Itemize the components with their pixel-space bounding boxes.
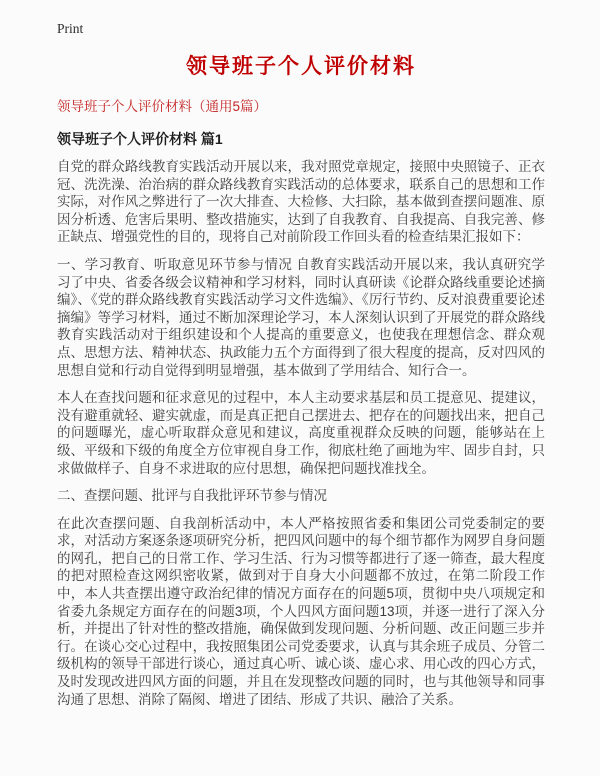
page-title: 领导班子个人评价材料 [186,55,416,78]
paragraph-section1-continued: 本人在查找问题和征求意见的过程中，本人主动要求基层和员工提意见、提建议，没有避重就轻、避实就虚，而是真正把自己摆进去、把存在的问题找出来，把自己的问题曝光，虚心听取群众意见和建议，高度重视群众反映的问题，能够站在上级、平级和下级的角度全方位审视自身工作，彻底杜绝了画地为牢、固步自封，只求做做样子、自身不求进取的应付思想，确保把问题找准找全。 [57,390,545,476]
paragraph-section2: 在此次查摆问题、自我剖析活动中，本人严格按照省委和集团公司党委制定的要求，对活动方案逐条逐项研究分析，把四风问题中的每个细节都作为网罗自身问题的网孔，把自己的日常工作、学习生活、行为习惯等都进行了逐一筛查，最大程度的把对照检查这网织密收紧，做到对于自身大小问题都不放过，在第二阶段工作中，本人共查摆出遵守政治纪律的情况方面存在的问题5项，贯彻中央八项规定和省委九条规定方面存在的问题3项，个人四风方面问题13项，并逐一进行了深入分析，并提出了针对性的整改措施，确保做到发现问题、分析问题、改正问题三步并行。在谈心交心过程中，我按照集团公司党委要求，认真与其余班子成员、分管二级机构的领导干部进行谈心，通过真心听、诚心谈、虚心求、用心改的四心方式，及时发现改进四风方面的问题，并且在发现整改问题的同时，也与其他领导和同事沟通了思想、消除了隔阂、增进了团结、形成了共识、融洽了关系。 [57,515,545,707]
paragraph-section1: 一、学习教育、听取意见环节参与情况 自教育实践活动开展以来，我认真研究学习了中央、省委各级会议精神和学习材料，同时认真研读《论群众路线重要论述摘编》、《党的群众路线教育实践活动学习文件选编》、《厉行节约、反对浪费重要论述摘编》等学习材料，通过不断加深理论学习，本人深刻认识到了开展党的群众路线教育实践活动对于组织建设和个人提高的重要意义，也使我在理想信念、群众观点、思想方法、精神状态、执政能力五个方面得到了很大程度的提高，反对四风的思想自觉和行动自觉得到明显增强，基本做到了学用结合、知行合一。 [57,256,545,378]
paragraph-section2-heading: 二、查摆问题、批评与自我批评环节参与情况 [57,488,327,504]
section-heading-part1: 领导班子个人评价材料 篇1 [57,131,223,147]
document-body [57,158,545,708]
page-subtitle: 领导班子个人评价材料（通用5篇） [57,99,268,114]
paragraph-intro: 自党的群众路线教育实践活动开展以来，我对照党章规定，接照中央照镜子、正衣冠、洗洗澡、治治病的群众路线教育实践活动的总体要求，联系自己的思想和工作实际，对作风之弊进行了一次大排查、大检修、大扫除，基本做到查摆问题准、原因分析透、危害后果明、整改措施实，达到了自我教育、自我提高、自我完善、修正缺点、增强党性的目的，现将自己对前阶段工作回头看的检查结果汇报如下： [57,159,545,245]
print-button[interactable]: Print [57,21,84,36]
